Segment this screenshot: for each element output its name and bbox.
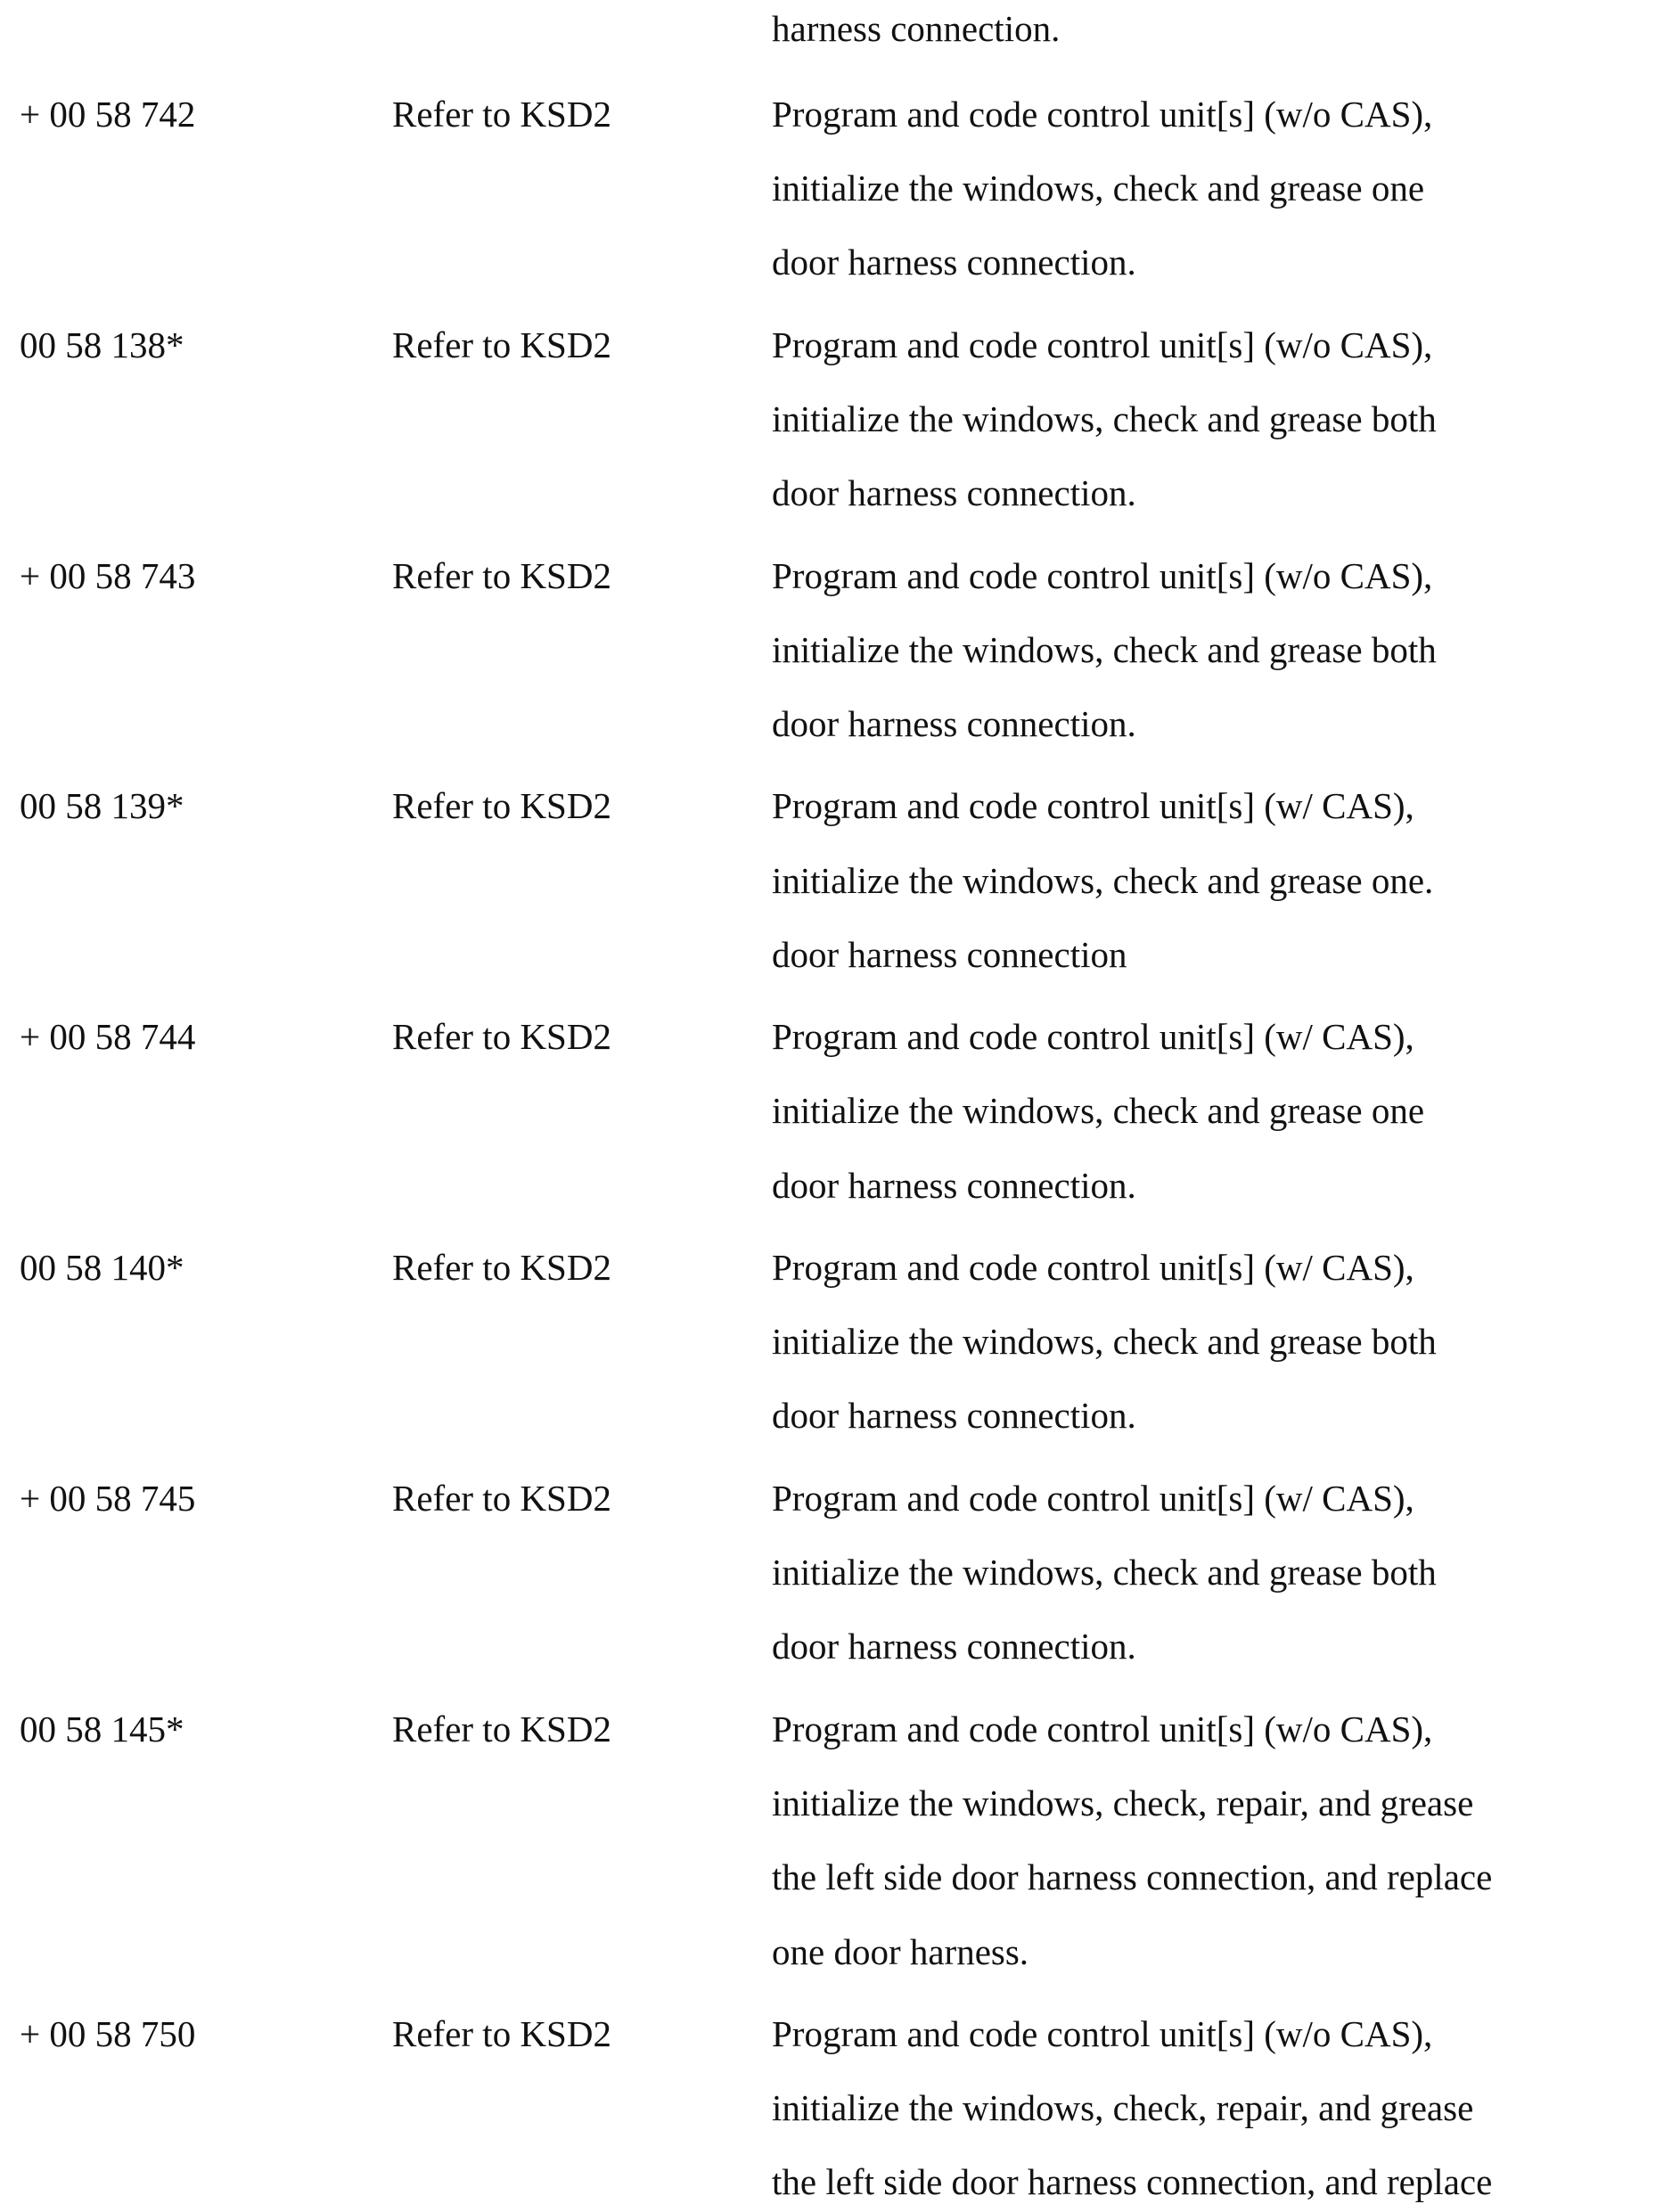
reference-text: Refer to KSD2 xyxy=(392,2013,611,2054)
reference-text: Refer to KSD2 xyxy=(392,1708,611,1749)
description-line: door harness connection. xyxy=(772,1626,1136,1667)
description-line: door harness connection. xyxy=(772,1395,1136,1436)
description-line: initialize the windows, check and grease one xyxy=(772,1090,1425,1131)
description-line: door harness connection. xyxy=(772,242,1136,283)
service-code: + 00 58 743 xyxy=(20,555,196,596)
description-line: Program and code control unit[s] (w/o CAS), xyxy=(772,1708,1433,1749)
reference-text: Refer to KSD2 xyxy=(392,1247,611,1288)
description-line: initialize the windows, check and grease both xyxy=(772,398,1437,439)
description-line: the left side door harness connection, and replace xyxy=(772,1856,1493,1897)
service-code: + 00 58 745 xyxy=(20,1478,196,1519)
description-line: initialize the windows, check and grease both xyxy=(772,1552,1437,1593)
description-line: initialize the windows, check and grease one xyxy=(772,168,1425,209)
description-line: door harness connection. xyxy=(772,1165,1136,1206)
continuation-line: harness connection. xyxy=(772,8,1061,49)
service-code: + 00 58 744 xyxy=(20,1016,196,1057)
description-line: Program and code control unit[s] (w/o CAS), xyxy=(772,94,1433,135)
reference-text: Refer to KSD2 xyxy=(392,555,611,596)
reference-text: Refer to KSD2 xyxy=(392,785,611,826)
reference-text: Refer to KSD2 xyxy=(392,1478,611,1519)
description-line: initialize the windows, check and grease both xyxy=(772,629,1437,670)
description-line: initialize the windows, check and grease one. xyxy=(772,860,1434,901)
description-line: door harness connection. xyxy=(772,703,1136,744)
service-code: 00 58 145* xyxy=(20,1708,184,1749)
service-code: 00 58 140* xyxy=(20,1247,184,1288)
description-line: Program and code control unit[s] (w/ CAS), xyxy=(772,1247,1414,1288)
description-line: initialize the windows, check, repair, and grease xyxy=(772,2087,1474,2128)
description-line: initialize the windows, check and grease both xyxy=(772,1321,1437,1362)
description-line: Program and code control unit[s] (w/ CAS), xyxy=(772,1016,1414,1057)
service-code: + 00 58 750 xyxy=(20,2013,196,2054)
description-line: one door harness. xyxy=(772,1931,1029,1972)
description-line: door harness connection xyxy=(772,934,1127,975)
description-line: initialize the windows, check, repair, and grease xyxy=(772,1782,1474,1823)
service-code: 00 58 139* xyxy=(20,785,184,826)
description-line: door harness connection. xyxy=(772,472,1136,513)
description-line: Program and code control unit[s] (w/o CAS), xyxy=(772,555,1433,596)
description-line: Program and code control unit[s] (w/o CAS), xyxy=(772,324,1433,365)
reference-text: Refer to KSD2 xyxy=(392,324,611,365)
description-line: the left side door harness connection, and replace xyxy=(772,2161,1493,2202)
service-code: 00 58 138* xyxy=(20,324,184,365)
description-line: Program and code control unit[s] (w/ CAS), xyxy=(772,1478,1414,1519)
reference-text: Refer to KSD2 xyxy=(392,1016,611,1057)
description-line: Program and code control unit[s] (w/o CAS), xyxy=(772,2013,1433,2054)
service-code: + 00 58 742 xyxy=(20,94,196,135)
reference-text: Refer to KSD2 xyxy=(392,94,611,135)
description-line: Program and code control unit[s] (w/ CAS), xyxy=(772,785,1414,826)
